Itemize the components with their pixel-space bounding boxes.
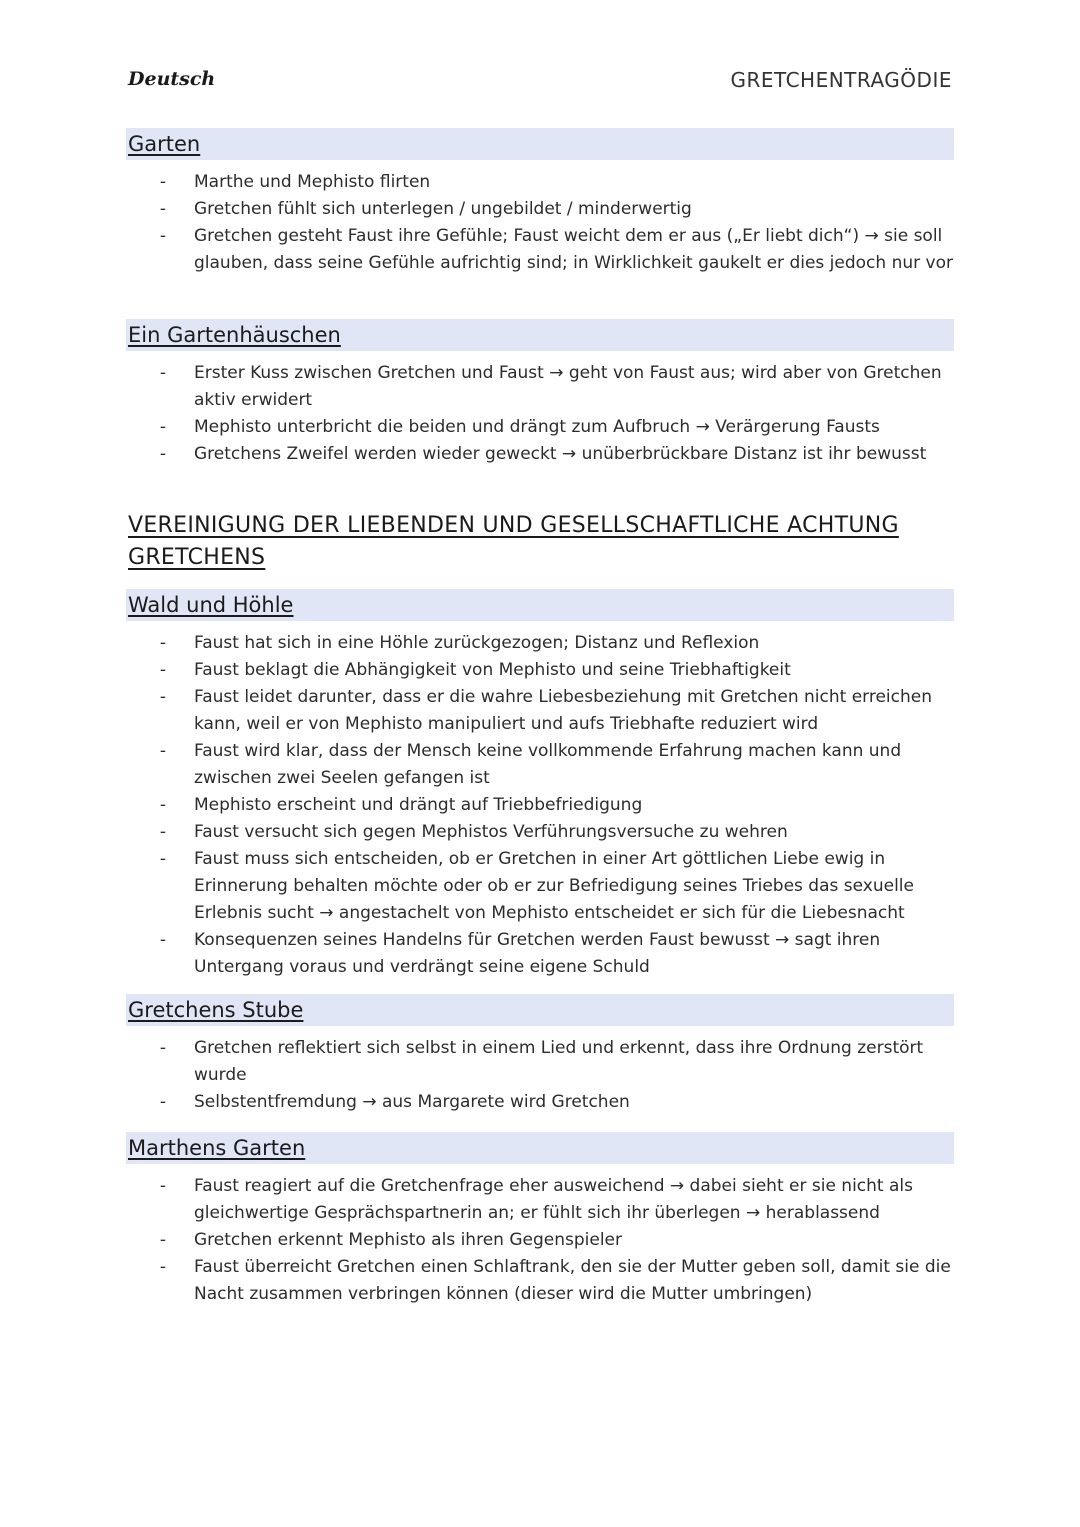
section-heading-bar: [126, 994, 954, 1026]
list-item: - Faust muss sich entscheiden, ob er Gretchen in einer Art göttlichen Liebe ewig in Erinnerung behalten möchte oder ob er zur Befriedigung seines Triebes das sexuelle Erlebnis sucht → angestachelt von Mephisto entscheidet er sich für die Liebesnacht: [126, 846, 954, 927]
section-gretchens-stube: [126, 994, 954, 1116]
list-item: - Faust versucht sich gegen Mephistos Verführungsversuche zu wehren: [126, 819, 954, 846]
section-title: Ein Gartenhäuschen: [128, 323, 341, 347]
list-item: - Marthe und Mephisto flirten: [126, 169, 954, 196]
section-heading-bar: [126, 128, 954, 160]
bullet-list: [126, 1173, 954, 1308]
bullet-dash-icon: -: [159, 849, 167, 869]
list-item: - Gretchens Zweifel werden wieder geweckt → unüberbrückbare Distanz ist ihr bewusst: [126, 441, 954, 468]
bullet-list: [126, 630, 954, 981]
list-item: - Gretchen gesteht Faust ihre Gefühle; Faust weicht dem er aus („Er liebt dich“) → sie soll glauben, dass seine Gefühle aufrichtig sind; in Wirklichkeit gaukelt er dies jedoch nur vor: [126, 223, 954, 277]
bullet-dash-icon: -: [159, 417, 167, 437]
list-item: - Mephisto erscheint und drängt auf Triebbefriedigung: [126, 792, 954, 819]
bullet-dash-icon: -: [159, 199, 167, 219]
list-item: - Faust reagiert auf die Gretchenfrage eher ausweichend → dabei sieht er sie nicht als gleichwertige Gesprächspartnerin an; er fühlt sich ihr überlegen → herablassend: [126, 1173, 954, 1227]
chapter-heading: VEREINIGUNG DER LIEBENDEN UND GESELLSCHAFTLICHE ACHTUNG GRETCHENS: [128, 513, 899, 570]
bullet-dash-icon: -: [159, 687, 167, 707]
bullet-dash-icon: -: [159, 741, 167, 761]
topic-label: GRETCHENTRAGÖDIE: [730, 68, 952, 92]
list-item: - Konsequenzen seines Handelns für Gretchen werden Faust bewusst → sagt ihren Untergang voraus und verdrängt seine eigene Schuld: [126, 927, 954, 981]
bullet-dash-icon: -: [159, 172, 167, 192]
list-item: - Faust hat sich in eine Höhle zurückgezogen; Distanz und Reflexion: [126, 630, 954, 657]
list-item: - Faust wird klar, dass der Mensch keine vollkommende Erfahrung machen kann und zwischen zwei Seelen gefangen ist: [126, 738, 954, 792]
bullet-dash-icon: -: [159, 795, 167, 815]
bullet-dash-icon: -: [159, 1176, 167, 1196]
bullet-dash-icon: -: [159, 1038, 167, 1058]
bullet-dash-icon: -: [159, 1230, 167, 1250]
list-item: - Faust überreicht Gretchen einen Schlaftrank, den sie der Mutter geben soll, damit sie die Nacht zusammen verbringen können (dieser wird die Mutter umbringen): [126, 1254, 954, 1308]
bullet-dash-icon: -: [159, 363, 167, 383]
list-item: - Selbstentfremdung → aus Margarete wird Gretchen: [126, 1089, 954, 1116]
bullet-dash-icon: -: [159, 633, 167, 653]
list-item: - Faust beklagt die Abhängigkeit von Mephisto und seine Triebhaftigkeit: [126, 657, 954, 684]
section-title: Marthens Garten: [128, 1136, 306, 1160]
list-item: - Mephisto unterbricht die beiden und drängt zum Aufbruch → Verärgerung Fausts: [126, 414, 954, 441]
list-item: - Gretchen reflektiert sich selbst in einem Lied und erkennt, dass ihre Ordnung zerstört wurde: [126, 1035, 954, 1089]
list-item: - Gretchen erkennt Mephisto als ihren Gegenspieler: [126, 1227, 954, 1254]
bullet-list: [126, 360, 954, 468]
section-marthens-garten: [126, 1132, 954, 1308]
section-gartenhaeuschen: [126, 319, 954, 468]
bullet-dash-icon: -: [159, 444, 167, 464]
section-wald-und-hoehle: [126, 589, 954, 981]
section-title: Garten: [128, 132, 201, 156]
bullet-dash-icon: -: [159, 1257, 167, 1277]
bullet-dash-icon: -: [159, 930, 167, 950]
list-item: - Gretchen fühlt sich unterlegen / ungebildet / minderwertig: [126, 196, 954, 223]
bullet-list: [126, 1035, 954, 1116]
list-item: - Faust leidet darunter, dass er die wahre Liebesbeziehung mit Gretchen nicht erreichen kann, weil er von Mephisto manipuliert und aufs Triebhafte reduziert wird: [126, 684, 954, 738]
subject-label: Deutsch: [128, 68, 216, 90]
bullet-dash-icon: -: [159, 822, 167, 842]
section-heading-bar: [126, 319, 954, 351]
bullet-list: [126, 169, 954, 277]
section-garten: [126, 128, 954, 277]
section-title: Wald und Höhle: [128, 593, 294, 617]
section-heading-bar: [126, 589, 954, 621]
section-heading-bar: [126, 1132, 954, 1164]
bullet-dash-icon: -: [159, 226, 167, 246]
bullet-dash-icon: -: [159, 1092, 167, 1112]
section-title: Gretchens Stube: [128, 998, 304, 1022]
bullet-dash-icon: -: [159, 660, 167, 680]
list-item: - Erster Kuss zwischen Gretchen und Faust → geht von Faust aus; wird aber von Gretchen aktiv erwidert: [126, 360, 954, 414]
